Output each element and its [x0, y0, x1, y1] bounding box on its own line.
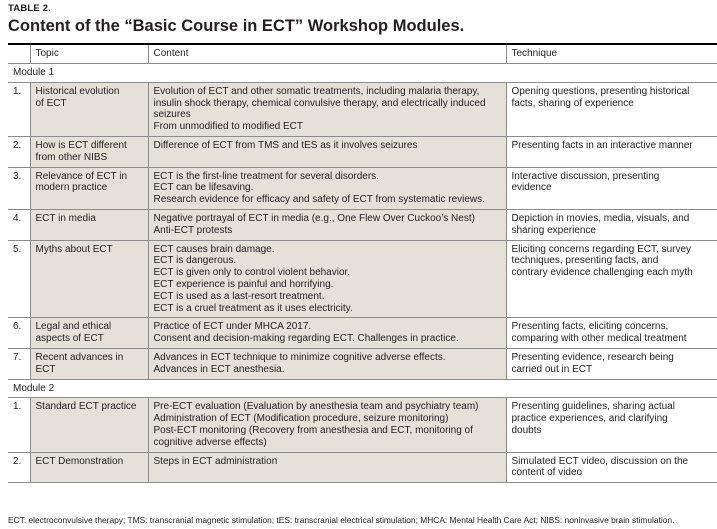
content-line: Difference of ECT from TMS and tES as it involves seizures — [153, 139, 418, 151]
row-number: 6. — [8, 318, 30, 349]
technique-line: comparing with other medical treatment — [511, 333, 687, 345]
content-line: ECT is the first-line treatment for several disorders. — [153, 170, 379, 182]
technique-line: doubts — [511, 424, 542, 436]
content-line: From unmodified to modified ECT — [153, 121, 304, 133]
technique-line: techniques, presenting facts, and — [511, 255, 659, 267]
content-line: ECT is dangerous. — [153, 255, 237, 267]
module-heading-row — [8, 379, 717, 398]
topic-cell — [30, 318, 148, 349]
topic-line: How is ECT different — [35, 139, 127, 151]
topic-line: from other NIBS — [35, 151, 108, 163]
table-row — [8, 452, 717, 483]
technique-line: Presenting facts, eliciting concerns, — [511, 321, 669, 333]
content-line: Administration of ECT (Modification procedure, seizure monitoring) — [153, 413, 449, 425]
technique-line: Presenting evidence, research being — [511, 351, 674, 363]
topic-line: ECT Demonstration — [35, 455, 124, 467]
module-label: Module 2 — [8, 379, 717, 398]
technique-line: facts, sharing of experience — [511, 97, 634, 109]
content-cell — [148, 318, 506, 349]
topic-cell — [30, 82, 148, 136]
content-cell — [148, 82, 506, 136]
topic-line: Legal and ethical — [35, 321, 112, 333]
content-cell — [148, 452, 506, 483]
topic-cell — [30, 452, 148, 483]
technique-line: Opening questions, presenting historical — [511, 85, 690, 97]
topic-cell — [30, 240, 148, 318]
topic-line: Historical evolution — [35, 85, 120, 97]
row-number: 4. — [8, 209, 30, 240]
topic-cell — [30, 209, 148, 240]
technique-line: practice experiences, and clarifying — [511, 413, 668, 425]
content-line: Evolution of ECT and other somatic treatments, including malaria therapy, — [153, 85, 480, 97]
technique-cell — [506, 209, 717, 240]
technique-line: Eliciting concerns regarding ECT, survey — [511, 243, 692, 255]
technique-cell — [506, 398, 717, 452]
header-num — [8, 45, 30, 64]
content-line: seizures — [153, 109, 191, 121]
row-number: 2. — [8, 136, 30, 167]
header-content: Content — [148, 45, 506, 64]
topic-line: Myths about ECT — [35, 243, 113, 255]
technique-line: evidence — [511, 182, 552, 194]
content-line: Anti-ECT protests — [153, 224, 233, 236]
row-number: 5. — [8, 240, 30, 318]
row-number: 7. — [8, 348, 30, 379]
content-line: ECT is used as a last-resort treatment. — [153, 290, 325, 302]
table-row — [8, 318, 717, 349]
content-cell — [148, 398, 506, 452]
table-row — [8, 348, 717, 379]
table-row — [8, 136, 717, 167]
content-line: insulin shock therapy, chemical convulsive therapy, and electrically induced — [153, 97, 486, 109]
technique-line: contrary evidence challenging each myth — [511, 267, 693, 279]
content-line: Practice of ECT under MHCA 2017. — [153, 321, 312, 333]
topic-line: ECT in media — [35, 212, 96, 224]
topic-line: Standard ECT practice — [35, 401, 137, 413]
header-row — [8, 45, 717, 64]
technique-line: sharing experience — [511, 224, 596, 236]
content-line: Consent and decision-making regarding ECT. Challenges in practice. — [153, 333, 459, 345]
topic-line: ECT — [35, 363, 56, 375]
header-technique: Technique — [506, 45, 717, 64]
content-line: ECT is a cruel treatment as it uses electricity. — [153, 302, 353, 314]
topic-cell — [30, 348, 148, 379]
content-cell — [148, 240, 506, 318]
table-row — [8, 240, 717, 318]
content-line: Research evidence for efficacy and safety of ECT from systematic reviews. — [153, 194, 485, 206]
content-line: Steps in ECT administration — [153, 455, 278, 467]
technique-cell — [506, 452, 717, 483]
topic-line: Recent advances in — [35, 351, 124, 363]
content-line: ECT is given only to control violent behavior. — [153, 267, 351, 279]
content-cell — [148, 167, 506, 209]
table-row — [8, 82, 717, 136]
topic-line: aspects of ECT — [35, 333, 104, 345]
content-cell — [148, 348, 506, 379]
technique-cell — [506, 167, 717, 209]
row-number: 1. — [8, 82, 30, 136]
content-line: Post-ECT monitoring (Recovery from anesthesia and ECT, monitoring of — [153, 424, 473, 436]
workshop-modules-table — [8, 45, 717, 483]
topic-cell — [30, 398, 148, 452]
content-line: Negative portrayal of ECT in media (e.g., One Flew Over Cuckoo’s Nest) — [153, 212, 475, 224]
content-line: cognitive adverse effects) — [153, 436, 267, 448]
module-label: Module 1 — [8, 64, 717, 83]
technique-cell — [506, 82, 717, 136]
content-cell — [148, 136, 506, 167]
technique-line: Presenting facts in an interactive manner — [511, 139, 693, 151]
technique-line: content of video — [511, 467, 583, 479]
row-number: 2. — [8, 452, 30, 483]
content-line: ECT can be lifesaving. — [153, 182, 254, 194]
technique-cell — [506, 240, 717, 318]
topic-line: of ECT — [35, 97, 67, 109]
table-row — [8, 398, 717, 452]
technique-cell — [506, 136, 717, 167]
technique-line: carried out in ECT — [511, 363, 593, 375]
topic-line: modern practice — [35, 182, 108, 194]
table-footnote: ECT: electroconvulsive therapy; TMS: transcranial magnetic stimulation; tES: transcranial electrical stimulation; MHCA: Mental Health Care Act; NIBS: noninvasive brain stimulation. — [8, 515, 675, 525]
content-line: Advances in ECT technique to minimize cognitive adverse effects. — [153, 351, 446, 363]
table-row — [8, 167, 717, 209]
technique-cell — [506, 318, 717, 349]
technique-line: Interactive discussion, presenting — [511, 170, 660, 182]
table-row — [8, 209, 717, 240]
technique-line: Simulated ECT video, discussion on the — [511, 455, 689, 467]
technique-cell — [506, 348, 717, 379]
row-number: 1. — [8, 398, 30, 452]
technique-line: Presenting guidelines, sharing actual — [511, 401, 675, 413]
module-heading-row — [8, 64, 717, 83]
content-line: Advances in ECT anesthesia. — [153, 363, 285, 375]
technique-line: Depiction in movies, media, visuals, and — [511, 212, 690, 224]
content-line: ECT experience is painful and horrifying. — [153, 278, 334, 290]
content-line: Pre-ECT evaluation (Evaluation by anesthesia team and psychiatry team) — [153, 401, 479, 413]
table-title: Content of the “Basic Course in ECT” Workshop Modules. — [8, 17, 465, 35]
topic-cell — [30, 136, 148, 167]
topic-cell — [30, 167, 148, 209]
header-topic: Topic — [30, 45, 148, 64]
row-number: 3. — [8, 167, 30, 209]
table-number-label: TABLE 2. — [8, 3, 52, 14]
topic-line: Relevance of ECT in — [35, 170, 128, 182]
content-cell — [148, 209, 506, 240]
content-line: ECT causes brain damage. — [153, 243, 275, 255]
